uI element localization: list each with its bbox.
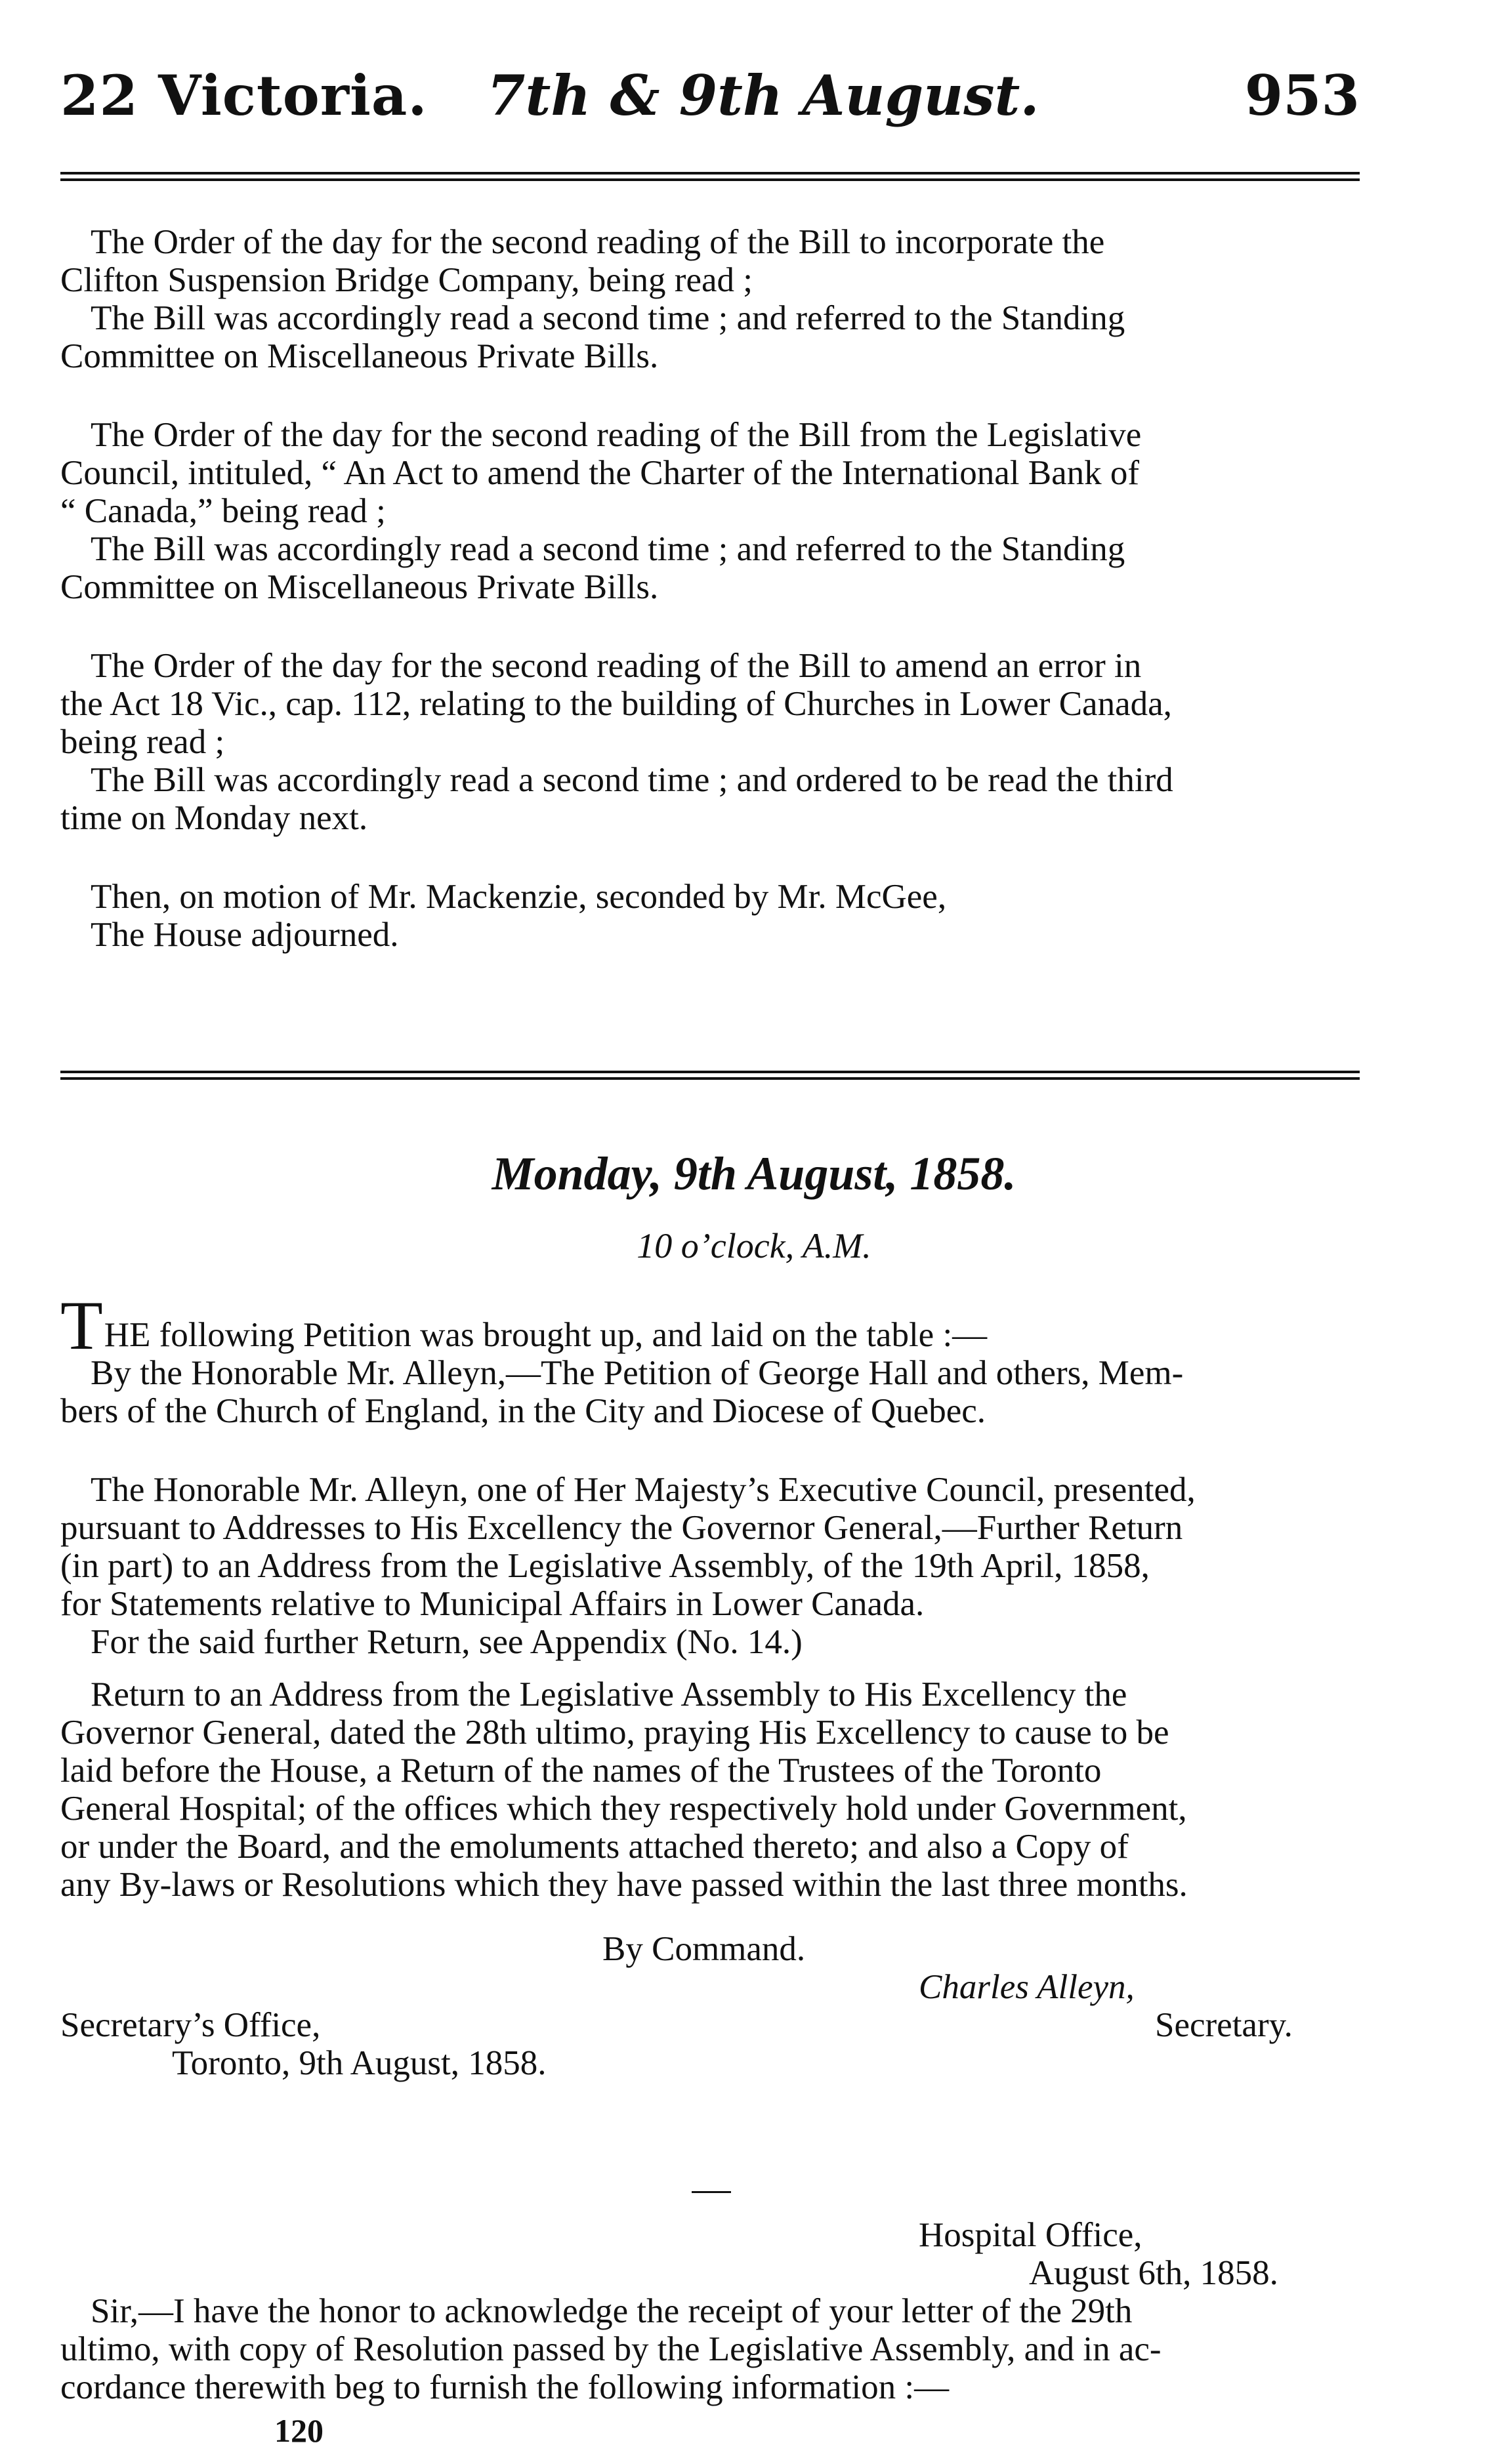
petition-opening: HE following Petition was brought up, and laid on the table :— (104, 1316, 988, 1354)
text-line: Council, intituled, “ An Act to amend the Charter of the International Bank of (60, 454, 1140, 492)
text-line (60, 1287, 1360, 1364)
paragraph-hospital-return (60, 1675, 1360, 1904)
text-line: Clifton Suspension Bridge Company, being read ; (60, 261, 753, 299)
text-line: bers of the Church of England, in the City and Diocese of Quebec. (60, 1392, 986, 1430)
text-line: time on Monday next. (60, 799, 368, 837)
text-line: The Order of the day for the second reading of the Bill from the Legislative (91, 416, 1142, 454)
place-date: Toronto, 9th August, 1858. (172, 2044, 547, 2082)
header-page-number: 953 (1244, 63, 1360, 128)
text-line: Sir,—I have the honor to acknowledge the receipt of your letter of the 29th (91, 2292, 1133, 2330)
text-line: By the Honorable Mr. Alleyn,—The Petition of George Hall and others, Mem- (91, 1354, 1184, 1392)
text-line: or under the Board, and the emoluments attached thereto; and also a Copy of (60, 1828, 1129, 1866)
paragraph-bank-bill (60, 416, 1360, 606)
paragraph-petition (60, 1287, 1360, 1430)
by-command: By Command. (602, 1930, 806, 1968)
text-line: laid before the House, a Return of the names of the Trustees of the Toronto (60, 1752, 1102, 1790)
text-line: The House adjourned. (91, 916, 399, 954)
date-heading: Monday, 9th August, 1858. (492, 1147, 1016, 1200)
time-of-sitting: 10 o’clock, A.M. (637, 1226, 871, 1265)
drop-cap: T (60, 1287, 103, 1364)
text-line: pursuant to Addresses to His Excellency the Governor General,—Further Return (60, 1509, 1183, 1547)
text-line: the Act 18 Vic., cap. 112, relating to the building of Churches in Lower Canada, (60, 685, 1172, 723)
signatory-title: Secretary. (1155, 2006, 1293, 2044)
text-line: The Honorable Mr. Alleyn, one of Her Majesty’s Executive Council, presented, (91, 1471, 1196, 1509)
signatory-name: Charles Alleyn, (919, 1968, 1135, 2006)
text-line: ultimo, with copy of Resolution passed by the Legislative Assembly, and in ac- (60, 2330, 1162, 2368)
text-line: The Bill was accordingly read a second time ; and ordered to be read the third (91, 761, 1173, 799)
running-head (60, 63, 1360, 135)
text-line: “ Canada,” being read ; (60, 492, 386, 530)
letter-opening (60, 2292, 1360, 2406)
text-line: General Hospital; of the offices which they respectively hold under Government, (60, 1790, 1187, 1828)
office-line: Secretary’s Office, (60, 2006, 321, 2044)
text-line: (in part) to an Address from the Legislative Assembly, of the 19th April, 1858, (60, 1547, 1150, 1585)
text-line: The Order of the day for the second reading of the Bill to amend an error in (91, 647, 1142, 685)
paragraph-churches-bill (60, 647, 1360, 837)
text-line: cordance therewith beg to furnish the following information :— (60, 2368, 950, 2406)
text-line: The Order of the day for the second reading of the Bill to incorporate the (91, 223, 1105, 261)
separator-dash (692, 2191, 731, 2193)
text-line: For the said further Return, see Appendix (No. 14.) (91, 1623, 803, 1661)
header-center: 7th & 9th August. (487, 63, 1039, 128)
hospital-office: Hospital Office, (919, 2216, 1142, 2254)
footer-page-number: 120 (274, 2412, 324, 2449)
header-left: 22 Victoria. (60, 63, 428, 128)
paragraph-adjournment (60, 878, 1360, 954)
text-line: being read ; (60, 723, 225, 761)
text-line: The Bill was accordingly read a second time ; and referred to the Standing (91, 530, 1125, 568)
section-9th-august (60, 1287, 1360, 1904)
text-line: Committee on Miscellaneous Private Bills. (60, 337, 659, 375)
text-line: Committee on Miscellaneous Private Bills. (60, 568, 659, 606)
header-double-rule (60, 172, 1360, 181)
text-line: Return to an Address from the Legislative Assembly to His Excellency the (91, 1675, 1127, 1714)
section-double-rule (60, 1071, 1360, 1080)
text-line: any By-laws or Resolutions which they have passed within the last three months. (60, 1866, 1188, 1904)
text-line: for Statements relative to Municipal Affairs in Lower Canada. (60, 1585, 925, 1623)
paragraph-clifton-bill (60, 223, 1360, 375)
text-line: Then, on motion of Mr. Mackenzie, seconded by Mr. McGee, (91, 878, 947, 916)
text-line: The Bill was accordingly read a second time ; and referred to the Standing (91, 299, 1125, 337)
text-line: Governor General, dated the 28th ultimo, praying His Excellency to cause to be (60, 1714, 1169, 1752)
hospital-date: August 6th, 1858. (1029, 2254, 1278, 2292)
paragraph-municipal-return (60, 1471, 1360, 1661)
section-7th-august (60, 223, 1360, 954)
